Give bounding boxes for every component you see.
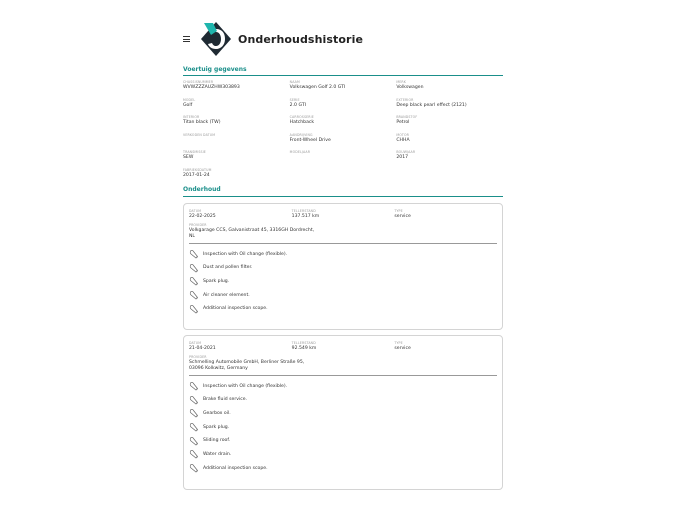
task-item: Additional inspection scope. — [189, 302, 497, 316]
record-type: TYPE service — [394, 341, 411, 351]
field-carrosserie: CARROSSERIE Hatchback — [289, 115, 315, 126]
field-verkoden-datum: VERKODEN DATUM — [183, 132, 216, 137]
vehicle-row — [183, 150, 503, 168]
maintenance-section-divider — [183, 196, 503, 197]
task-item: Dust and pollen filter. — [189, 261, 497, 275]
vehicle-row — [183, 98, 503, 116]
wrench-icon — [189, 463, 199, 473]
field-fabrieksdatum: FABRIEKSDATUM 2017-01-24 — [183, 167, 212, 178]
vehicle-section-title: Voertuig gegevens — [183, 66, 247, 73]
wrench-icon — [189, 408, 199, 418]
field-transmissie: TRANSMISSIE SEW — [183, 150, 206, 161]
record-provider: PROVIDER Schmelling Automobile GmbH, Berliner Straße 95, 03096 Kolkwitz, Germany — [189, 355, 305, 371]
page-title: Onderhoudshistorie — [238, 32, 364, 46]
record-date: DATUM 22-02-2025 — [189, 209, 216, 219]
field-serie: SERIE 2.0 GTI — [289, 97, 306, 108]
maintenance-section-title: Onderhoud — [183, 186, 221, 193]
task-item: Spark plug. — [189, 275, 497, 289]
wrench-icon — [189, 304, 199, 314]
field-brandstof: BRANDSTOF Petrol — [396, 115, 418, 126]
task-item: Additional inspection scope. — [189, 461, 497, 475]
vehicle-row — [183, 133, 503, 151]
task-item: Inspection with Oil change (flexible). — [189, 379, 497, 393]
record-odometer: TELLERSTAND 137.517 km — [291, 209, 320, 219]
task-item: Brake fluid service. — [189, 393, 497, 407]
hamburger-menu-icon[interactable] — [183, 36, 190, 42]
field-motor: MOTOR CHHA — [396, 132, 410, 143]
field-model: MODEL Golf — [183, 97, 196, 108]
vehicle-section-divider — [183, 75, 503, 76]
record-date: DATUM 21-04-2021 — [189, 341, 216, 351]
field-exterior: EXTERIOR Deep black pearl effect (2121) — [396, 97, 467, 108]
vehicle-row — [183, 115, 503, 133]
wrench-icon — [189, 276, 199, 286]
task-item: Gearbox oil. — [189, 407, 497, 421]
task-list — [184, 244, 502, 315]
vehicle-details-grid — [183, 80, 503, 186]
record-type: TYPE service — [394, 209, 411, 219]
field-interior: INTERIOR Titan black (TW) — [183, 115, 221, 126]
task-item: Spark plug. — [189, 420, 497, 434]
wrench-icon — [189, 381, 199, 391]
brand-logo-icon — [199, 20, 233, 58]
record-provider: PROVIDER Volkgarage CCS, Galvanistraat 45, 3316GH Dordrecht, NL — [189, 223, 315, 239]
field-merk: MERK Volkswagen — [396, 80, 424, 90]
wrench-icon — [189, 249, 199, 259]
vehicle-row — [183, 80, 503, 98]
page-header — [183, 20, 363, 58]
task-item: Air cleaner element. — [189, 288, 497, 302]
wrench-icon — [189, 436, 199, 446]
vehicle-row — [183, 168, 503, 186]
maintenance-record-card — [183, 203, 503, 330]
task-item: Water drain. — [189, 448, 497, 462]
wrench-icon — [189, 290, 199, 300]
task-list — [184, 376, 502, 475]
field-modeljaar: MODELJAAR — [289, 150, 311, 155]
field-naam: NAAM Volkswagen Golf 2.0 GTI — [289, 80, 346, 90]
wrench-icon — [189, 395, 199, 405]
task-item: Inspection with Oil change (flexible). — [189, 247, 497, 261]
record-odometer: TELLERSTAND 92.549 km — [291, 341, 317, 351]
wrench-icon — [189, 422, 199, 432]
wrench-icon — [189, 263, 199, 273]
wrench-icon — [189, 449, 199, 459]
field-chassisnummer: CHASSISNUMMER WVWZZZAUZHW303893 — [183, 80, 240, 90]
field-bouwjaar: BOUWJAAR 2017 — [396, 150, 416, 161]
field-aandrijving: AANDRIJVING Front-Wheel Drive — [289, 132, 331, 143]
maintenance-record-card — [183, 335, 503, 490]
task-item: Sliding roof. — [189, 434, 497, 448]
